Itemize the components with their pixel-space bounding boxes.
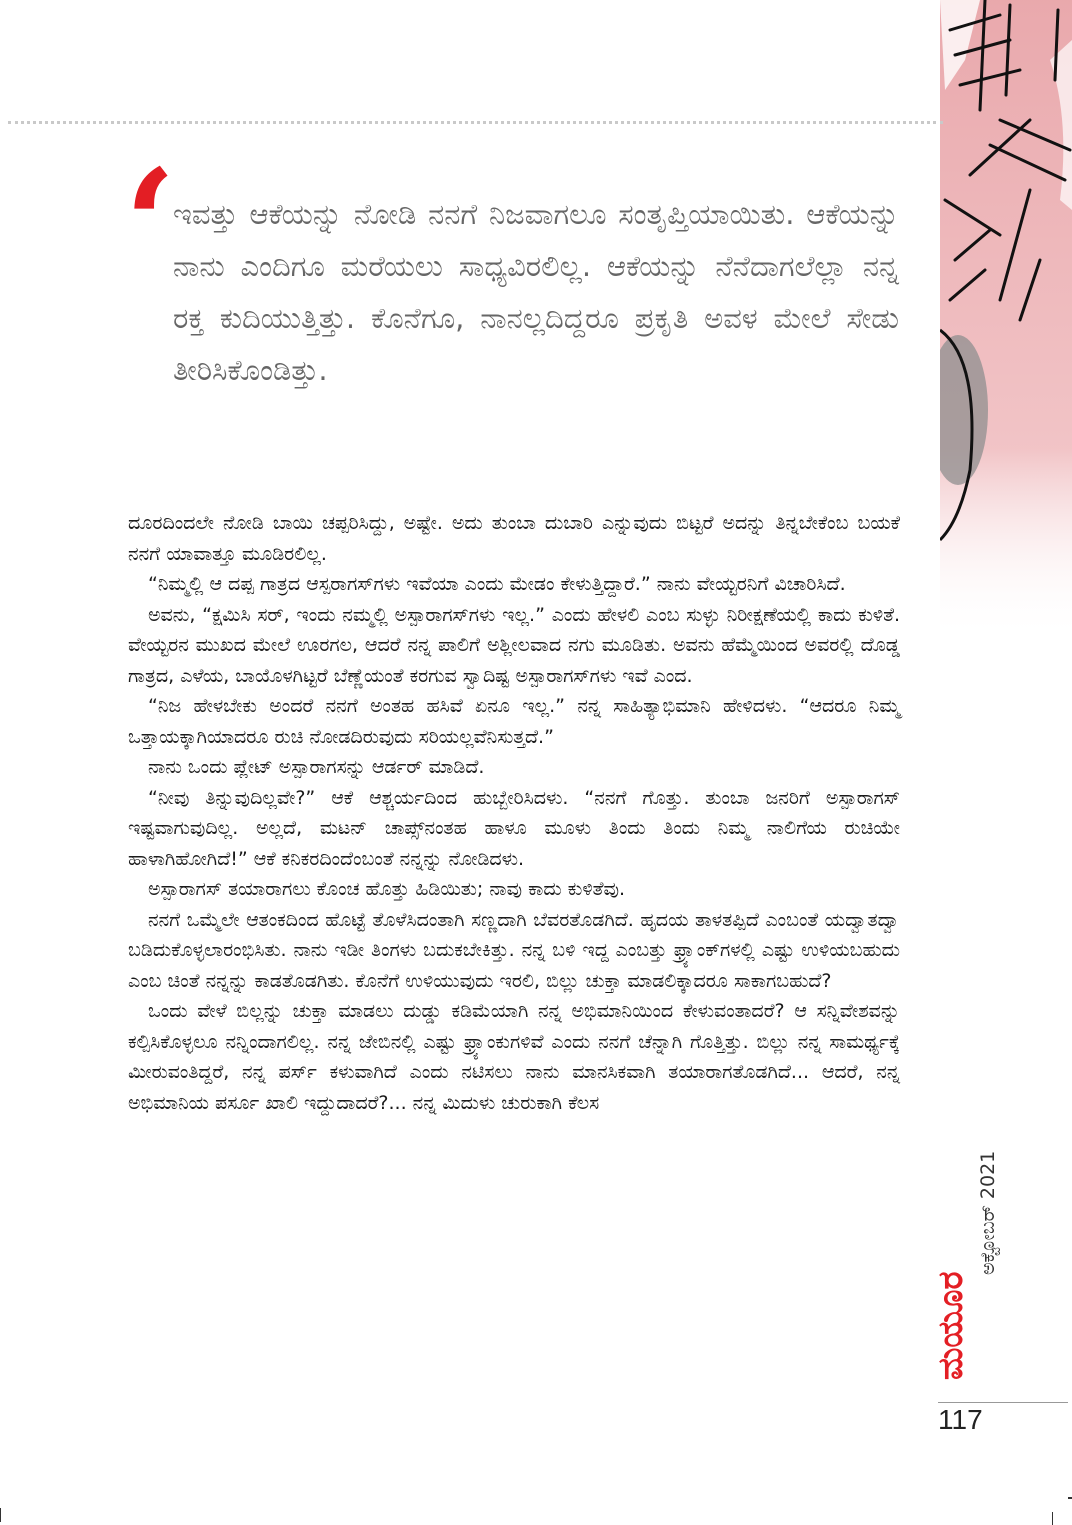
paragraph: ದೂರದಿಂದಲೇ ನೋಡಿ ಬಾಯಿ ಚಪ್ಪರಿಸಿದ್ದು, ಅಷ್ಟೇ. ಅದು ತುಂಬಾ ದುಬಾರಿ ಎನ್ನುವುದು ಬಿಟ್ಟರೆ ಅದನ್ನು ತಿನ್ನಬೇಕೆಂಬ ಬಯಕೆ ನನಗೆ ಯಾವಾತ್ತೂ ಮೂಡಿರಲಿಲ್ಲ.: [128, 512, 900, 565]
crop-mark: [0, 1508, 1, 1522]
paragraph: ನನಗೆ ಒಮ್ಮೆಲೇ ಆತಂಕದಿಂದ ಹೊಟ್ಟೆ ತೊಳೆಸಿದಂತಾಗಿ ಸಣ್ಣದಾಗಿ ಬೆವರತೊಡಗಿದೆ. ಹೃದಯ ತಾಳತಪ್ಪಿದೆ ಎಂಬಂತೆ ಯದ್ವಾತದ್ವಾ ಬಡಿದುಕೊಳ್ಳಲಾರಂಭಿಸಿತು. ನಾನು ಇಡೀ ತಿಂಗಳು ಬದುಕಬೇಕಿತ್ತು. ನನ್ನ ಬಳಿ ಇದ್ದ ಎಂಬತ್ತು ಫ್ರ್ಯಾಂಕ್‌ಗಳಲ್ಲಿ ಎಷ್ಟು ಉಳಿಯಬಹುದು ಎಂಬ ಚಿಂತೆ ನನ್ನನ್ನು ಕಾಡತೊಡಗಿತು. ಕೊನೆಗೆ ಉಳಿಯುವುದು ಇರಲಿ, ಬಿಲ್ಲು ಚುಕ್ತಾ ಮಾಡಲಿಕ್ಕಾದರೂ ಸಾಕಾಗಬಹುದೆ?: [128, 908, 900, 992]
side-illustration: [940, 0, 1072, 640]
crop-mark: [1052, 1512, 1053, 1525]
article-body: [128, 508, 900, 1118]
quote-mark-icon: ‘: [124, 137, 177, 313]
paragraph: ಅವನು, “ಕ್ಷಮಿಸಿ ಸರ್, ಇಂದು ನಮ್ಮಲ್ಲಿ ಅಸ್ಪಾರಾಗಸ್‌ಗಳು ಇಲ್ಲ.” ಎಂದು ಹೇಳಲಿ ಎಂಬ ಸುಳ್ಳು ನಿರೀಕ್ಷಣೆಯಲ್ಲಿ ಕಾದು ಕುಳಿತೆ. ವೇಯ್ಟರನ ಮುಖದ ಮೇಲೆ ಊರಗಲ, ಆದರೆ ನನ್ನ ಪಾಲಿಗೆ ಅಶ್ಲೀಲವಾದ ನಗು ಮೂಡಿತು. ಅವನು ಹೆಮ್ಮೆಯಿಂದ ಅವರಲ್ಲಿ ದೊಡ್ಡ ಗಾತ್ರದ, ಎಳೆಯ, ಬಾಯೊಳಗಿಟ್ಟರೆ ಬೆಣ್ಣೆಯಂತೆ ಕರಗುವ ಸ್ವಾದಿಷ್ಟ ಅಸ್ಪಾರಾಗಸ್‌ಗಳು ಇವೆ ಎಂದ.: [128, 603, 900, 687]
paragraph: ಒಂದು ವೇಳೆ ಬಿಲ್ಲನ್ನು ಚುಕ್ತಾ ಮಾಡಲು ದುಡ್ಡು ಕಡಿಮೆಯಾಗಿ ನನ್ನ ಅಭಿಮಾನಿಯಿಂದ ಕೇಳುವಂತಾದರೆ? ಆ ಸನ್ನಿವೇಶವನ್ನು ಕಲ್ಪಿಸಿಕೊಳ್ಳಲೂ ನನ್ನಿಂದಾಗಲಿಲ್ಲ. ನನ್ನ ಜೇಬಿನಲ್ಲಿ ಎಷ್ಟು ಫ್ರ್ಯಾಂಕುಗಳಿವೆ ಎಂದು ನನಗೆ ಚೆನ್ನಾಗಿ ಗೊತ್ತಿತ್ತು. ಬಿಲ್ಲು ನನ್ನ ಸಾಮರ್ಥ್ಯಕ್ಕೆ ಮೀರುವಂತಿದ್ದರೆ, ನನ್ನ ಪರ್ಸ್ ಕಳುವಾಗಿದೆ ಎಂದು ನಟಿಸಲು ನಾನು ಮಾನಸಿಕವಾಗಿ ತಯಾರಾಗತೊಡಗಿದೆ... ಆದರೆ, ನನ್ನ ಅಭಿಮಾನಿಯ ಪರ್ಸೂ ಖಾಲಿ ಇದ್ದುದಾದರೆ?... ನನ್ನ ಮಿದುಳು ಚುರುಕಾಗಿ ಕೆಲಸ: [128, 1000, 900, 1114]
paragraph: “ನೀವು ತಿನ್ನುವುದಿಲ್ಲವೇ?” ಆಕೆ ಆಶ್ಚರ್ಯದಿಂದ ಹುಬ್ಬೇರಿಸಿದಳು. “ನನಗೆ ಗೊತ್ತು. ತುಂಬಾ ಜನರಿಗೆ ಅಸ್ಪಾರಾಗಸ್ ಇಷ್ಟವಾಗುವುದಿಲ್ಲ. ಅಲ್ಲದೆ, ಮಟನ್ ಚಾಪ್ಸ್‌ನಂತಹ ಹಾಳೂ ಮೂಳು ತಿಂದು ತಿಂದು ನಿಮ್ಮ ನಾಲಿಗೆಯ ರುಚಿಯೇ ಹಾಳಾಗಿಹೋಗಿದೆ!” ಆಕೆ ಕನಿಕರದಿಂದೆಂಬಂತೆ ನನ್ನನ್ನು ನೋಡಿದಳು.: [128, 786, 900, 870]
paragraph: ನಾನು ಒಂದು ಪ್ಲೇಟ್ ಅಸ್ಪಾರಾಗಸನ್ನು ಆರ್ಡರ್ ಮಾಡಿದೆ.: [148, 756, 485, 778]
top-dotted-divider: [8, 121, 943, 124]
issue-date: ಅಕ್ಟೋಬರ್ 2021: [977, 1150, 999, 1275]
paragraph: “ನಿಮ್ಮಲ್ಲಿ ಆ ದಪ್ಪ ಗಾತ್ರದ ಆಸ್ಪರಾಗಸ್‌ಗಳು ಇವೆಯಾ ಎಂದು ಮೇಡಂ ಕೇಳುತ್ತಿದ್ದಾರೆ.” ನಾನು ವೇಯ್ಟರನಿಗೆ ವಿಚಾರಿಸಿದೆ.: [148, 573, 846, 595]
magazine-footer: [930, 1080, 1010, 1395]
page-number-divider: [938, 1402, 1068, 1403]
paragraph: “ನಿಜ ಹೇಳಬೇಕು ಅಂದರೆ ನನಗೆ ಅಂತಹ ಹಸಿವೆ ಏನೂ ಇಲ್ಲ.” ನನ್ನ ಸಾಹಿತ್ಯಾಭಿಮಾನಿ ಹೇಳಿದಳು. “ಆದರೂ ನಿಮ್ಮ ಒತ್ತಾಯಕ್ಕಾಗಿಯಾದರೂ ರುಚಿ ನೋಡದಿರುವುದು ಸರಿಯಲ್ಲವೆನಿಸುತ್ತದೆ.”: [128, 695, 900, 748]
crop-mark: [1068, 1497, 1072, 1499]
pull-quote: ಇವತ್ತು ಆಕೆಯನ್ನು ನೋಡಿ ನನಗೆ ನಿಜವಾಗಲೂ ಸಂತೃಪ್ತಿಯಾಯಿತು. ಆಕೆಯನ್ನು ನಾನು ಎಂದಿಗೂ ಮರೆಯಲು ಸಾಧ್ಯವಿರಲಿಲ್ಲ. ಆಕೆಯನ್ನು ನೆನೆದಾಗಲೆಲ್ಲಾ ನನ್ನ ರಕ್ತ ಕುದಿಯುತ್ತಿತ್ತು. ಕೊನೆಗೂ, ನಾನಲ್ಲದಿದ್ದರೂ ಪ್ರಕೃತಿ ಅವಳ ಮೇಲೆ ಸೇಡು ತೀರಿಸಿಕೊಂಡಿತ್ತು.: [173, 197, 899, 387]
paragraph: ಅಸ್ಪಾರಾಗಸ್ ತಯಾರಾಗಲು ಕೊಂಚ ಹೊತ್ತು ಹಿಡಿಯಿತು; ನಾವು ಕಾದು ಕುಳಿತೆವು.: [148, 878, 626, 900]
page-number: 117: [938, 1404, 983, 1435]
magazine-logo: ಮಯೂರ: [931, 1271, 971, 1380]
